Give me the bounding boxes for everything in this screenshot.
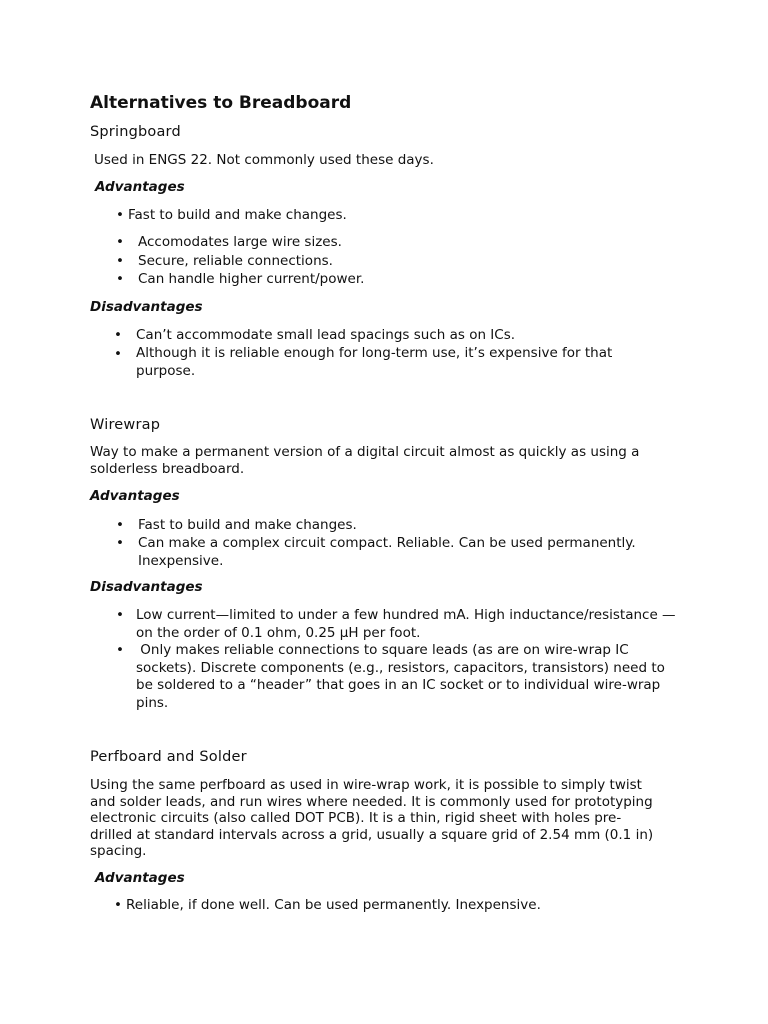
section-intro-perfboard: Using the same perfboard as used in wire-wrap work, it is possible to simply twist and solder leads, and run wires where needed. It is commonly used for prototyping electronic circuits (also called DOT PCB). It is a thin, rigid sheet with holes pre-drilled at standard intervals across a grid, usually a square grid of 2.54 mm (0.1 in) spacing.: [90, 777, 654, 859]
doc-title: Alternatives to Breadboard: [90, 93, 352, 113]
section-heading-wirewrap: Wirewrap: [90, 417, 161, 433]
advantages-label: Advantages: [90, 488, 180, 504]
section-intro-springboard: Used in ENGS 22. Not commonly used these days.: [94, 152, 434, 168]
bullet-icon: •: [116, 642, 124, 658]
bullet-icon: •: [116, 234, 124, 250]
bullet-icon: •: [116, 517, 124, 533]
bullet-icon: •: [116, 535, 124, 551]
section-heading-perfboard: Perfboard and Solder: [90, 749, 247, 765]
disadvantage-item: Can’t accommodate small lead spacings such as on ICs.: [136, 327, 516, 343]
advantage-item: Accomodates large wire sizes.: [138, 234, 342, 250]
advantage-item: Reliable, if done well. Can be used permanently. Inexpensive.: [126, 897, 541, 913]
bullet-icon: •: [114, 327, 122, 343]
disadvantages-label: Disadvantages: [90, 579, 203, 595]
bullet-icon: •: [116, 207, 124, 223]
disadvantages-label: Disadvantages: [90, 299, 203, 315]
bullet-icon: •: [116, 253, 124, 269]
section-heading-springboard: Springboard: [90, 124, 181, 140]
advantage-item: Can handle higher current/power.: [138, 271, 365, 287]
bullet-icon: •: [116, 271, 124, 287]
disadvantage-item: Only makes reliable connections to square leads (as are on wire-wrap IC sockets). Discrete components (e.g., resistors, capacitors, transistors) need to be soldered to a “header” that goes in an IC socket or to individual wire-wrap pins.: [136, 642, 670, 711]
bullet-icon: •: [114, 346, 122, 362]
section-intro-wirewrap: Way to make a permanent version of a digital circuit almost as quickly as using a solderless breadboard.: [90, 444, 640, 477]
disadvantage-item: Low current—limited to under a few hundred mA. High inductance/resistance —on the order of 0.1 ohm, 0.25 μH per foot.: [136, 607, 676, 641]
advantage-item: Fast to build and make changes.: [128, 207, 347, 223]
bullet-icon: •: [116, 607, 124, 623]
advantage-item: Fast to build and make changes.: [138, 517, 357, 533]
advantages-label: Advantages: [95, 179, 185, 195]
advantages-label: Advantages: [95, 870, 185, 886]
advantage-item: Can make a complex circuit compact. Reliable. Can be used permanently. Inexpensive.: [138, 535, 636, 569]
disadvantage-item: Although it is reliable enough for long-term use, it’s expensive for that purpose.: [136, 345, 613, 379]
bullet-icon: •: [114, 897, 122, 913]
advantage-item: Secure, reliable connections.: [138, 253, 333, 269]
